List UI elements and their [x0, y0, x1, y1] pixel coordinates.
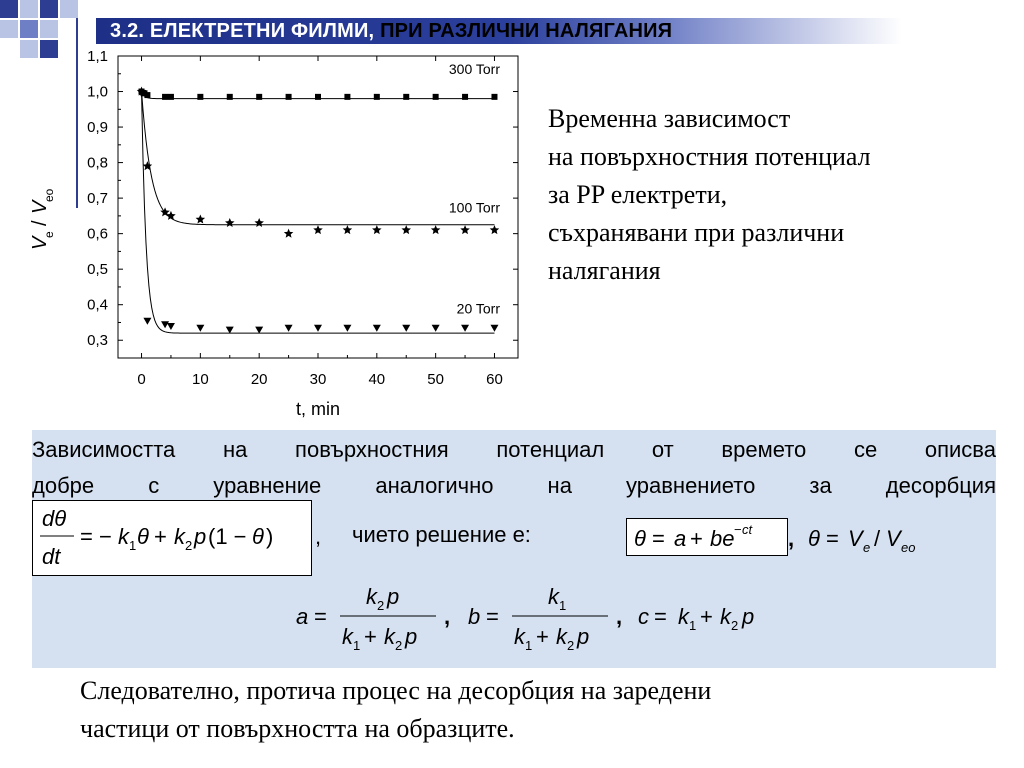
data-point	[143, 161, 153, 170]
svg-text:p: p	[387, 584, 400, 609]
y-tick-label: 0,6	[87, 225, 108, 243]
y-tick-label: 0,3	[87, 332, 108, 350]
svg-text:a: a	[674, 526, 687, 551]
data-point	[432, 325, 440, 332]
svg-text:be: be	[710, 526, 735, 551]
x-tick-label: 50	[427, 371, 444, 388]
description-line: за PP електрети,	[548, 180, 728, 209]
svg-text:,: ,	[616, 604, 623, 629]
svg-text:−: −	[734, 522, 742, 537]
conclusion-line: Следователно, протича процес на десорбция на заредени	[80, 676, 712, 705]
data-point	[167, 323, 175, 330]
x-tick-label: 30	[309, 371, 327, 388]
description-line: съхранявани при различни	[548, 218, 845, 247]
data-point	[315, 94, 321, 100]
svg-text:=: =	[654, 604, 667, 629]
svg-text:p: p	[577, 624, 590, 649]
data-point	[255, 327, 263, 334]
data-point	[284, 229, 294, 238]
svg-text:/: /	[874, 526, 881, 551]
svg-text:ct: ct	[742, 522, 753, 537]
data-point	[461, 325, 469, 332]
svg-text:k: k	[384, 624, 395, 649]
svg-text:+: +	[690, 526, 703, 551]
svg-text:k: k	[366, 584, 377, 609]
svg-text:V: V	[848, 526, 863, 551]
data-point	[433, 94, 439, 100]
y-tick-label: 0,8	[87, 154, 108, 172]
svg-text:k: k	[556, 624, 567, 649]
data-point	[401, 225, 411, 234]
data-point	[314, 325, 322, 332]
data-point	[196, 214, 206, 223]
data-point	[491, 94, 497, 100]
svg-text:2: 2	[395, 638, 403, 653]
title-part-1: 3.2. ЕЛЕКТРЕТНИ ФИЛМИ,	[110, 20, 375, 42]
data-point	[227, 94, 233, 100]
svg-text:dt: dt	[42, 544, 61, 569]
description-line: Временна зависимост	[548, 104, 791, 133]
data-point	[460, 225, 470, 234]
y-tick-label: 0,9	[87, 119, 108, 137]
svg-text:p: p	[194, 524, 207, 549]
svg-text:2: 2	[731, 618, 739, 633]
x-tick-label: 60	[486, 371, 503, 388]
svg-text:+: +	[700, 604, 713, 629]
data-point	[343, 325, 351, 332]
data-point	[254, 218, 264, 227]
svg-text:eo: eo	[42, 188, 56, 202]
data-point	[402, 325, 410, 332]
svg-text:a: a	[296, 604, 309, 629]
data-point	[143, 318, 151, 325]
fit-curve	[142, 92, 495, 334]
svg-text:2: 2	[567, 638, 575, 653]
data-point	[490, 225, 500, 234]
series-label: 20 Torr	[456, 300, 500, 317]
data-point	[144, 92, 150, 98]
svg-text:e: e	[42, 231, 56, 238]
y-tick-label: 0,7	[87, 190, 108, 208]
description-line: на повърхностния потенциал	[548, 142, 871, 171]
svg-text:1: 1	[525, 638, 533, 653]
svg-text:+: +	[364, 624, 377, 649]
svg-text:θ: θ	[137, 524, 149, 549]
data-point	[225, 218, 235, 227]
differential-equation	[32, 498, 332, 578]
svg-text:1: 1	[689, 618, 697, 633]
data-point	[161, 321, 169, 328]
svg-text:V: V	[29, 236, 51, 250]
svg-text:eo: eo	[901, 540, 916, 555]
svg-text:=: =	[314, 604, 327, 629]
title-part-2: ПРИ РАЗЛИЧНИ НАЛЯГАНИЯ	[380, 20, 673, 42]
conclusion-line: частици от повърхността на образците.	[80, 714, 515, 743]
svg-text:k: k	[548, 584, 559, 609]
chart	[0, 40, 540, 460]
deco-square	[0, 0, 18, 18]
svg-text:+: +	[154, 524, 167, 549]
svg-text:1: 1	[129, 538, 137, 553]
svg-text:k: k	[174, 524, 185, 549]
data-point	[374, 94, 380, 100]
svg-text:p: p	[405, 624, 418, 649]
svg-text:=: =	[486, 604, 499, 629]
deco-square	[40, 20, 58, 38]
x-tick-label: 40	[368, 371, 386, 388]
svg-text:+: +	[536, 624, 549, 649]
svg-text:k: k	[118, 524, 129, 549]
svg-text:θ: θ	[252, 524, 264, 549]
data-point	[162, 94, 168, 100]
data-point	[372, 225, 382, 234]
data-point	[285, 325, 293, 332]
solution-equation	[626, 514, 946, 564]
paragraph	[32, 432, 996, 504]
data-point	[197, 94, 203, 100]
chart-description	[548, 100, 871, 290]
deco-square	[20, 0, 38, 18]
svg-text:,: ,	[788, 526, 795, 551]
svg-text:2: 2	[185, 538, 193, 553]
svg-text:k: k	[514, 624, 525, 649]
fit-curve	[142, 92, 495, 225]
svg-text:(1 −: (1 −	[208, 524, 247, 549]
y-tick-label: 0,4	[87, 296, 108, 314]
data-point	[431, 225, 441, 234]
svg-text:b: b	[468, 604, 481, 629]
svg-text:,: ,	[444, 604, 451, 629]
svg-text:dθ: dθ	[42, 506, 67, 531]
data-point	[313, 225, 323, 234]
svg-text:1: 1	[353, 638, 361, 653]
paragraph-line: добре с уравнение аналогично на уравнението за десорбция	[32, 473, 996, 498]
svg-text:2: 2	[377, 598, 385, 613]
svg-text:k: k	[342, 624, 353, 649]
svg-text:=: =	[826, 526, 839, 551]
data-point	[344, 94, 350, 100]
svg-text:): )	[266, 524, 274, 549]
paragraph-line: Зависимостта на повърхностния потенциал от времето се описва	[32, 437, 996, 462]
x-tick-label: 10	[192, 371, 209, 388]
deco-square	[40, 0, 58, 18]
y-tick-label: 1,0	[87, 83, 108, 101]
series-label: 300 Torr	[448, 60, 500, 77]
solution-label: чието решение е:	[352, 522, 531, 547]
deco-square	[20, 20, 38, 38]
x-axis-label: t, min	[295, 399, 341, 419]
data-point	[490, 325, 498, 332]
data-point	[373, 325, 381, 332]
svg-text:,: ,	[315, 524, 322, 549]
svg-text:1: 1	[559, 598, 567, 613]
y-tick-label: 0,5	[87, 261, 108, 279]
svg-text:=: =	[652, 526, 665, 551]
series-label: 100 Torr	[448, 199, 500, 216]
svg-text:c: c	[638, 604, 649, 629]
svg-text:θ: θ	[808, 526, 820, 551]
coefficient-equations	[286, 582, 806, 662]
y-tick-label: 1,1	[87, 48, 108, 65]
data-point	[462, 94, 468, 100]
data-point	[196, 325, 204, 332]
data-point	[256, 94, 262, 100]
svg-text:/: /	[29, 220, 51, 226]
svg-text:k: k	[678, 604, 689, 629]
svg-text:= −: = −	[80, 524, 112, 549]
data-point	[403, 94, 409, 100]
data-point	[343, 225, 353, 234]
description-line: налягания	[548, 256, 661, 285]
data-point	[226, 327, 234, 334]
x-tick-label: 20	[250, 371, 268, 388]
deco-square	[60, 0, 78, 18]
x-tick-label: 0	[137, 371, 146, 388]
data-point	[286, 94, 292, 100]
conclusion	[80, 672, 711, 748]
y-axis-label	[29, 188, 56, 250]
data-point	[168, 94, 174, 100]
svg-text:e: e	[863, 540, 871, 555]
svg-text:V: V	[886, 526, 901, 551]
svg-text:θ: θ	[634, 526, 646, 551]
deco-square	[0, 20, 18, 38]
svg-text:k: k	[720, 604, 731, 629]
svg-text:V: V	[29, 200, 51, 214]
svg-text:p: p	[742, 604, 755, 629]
